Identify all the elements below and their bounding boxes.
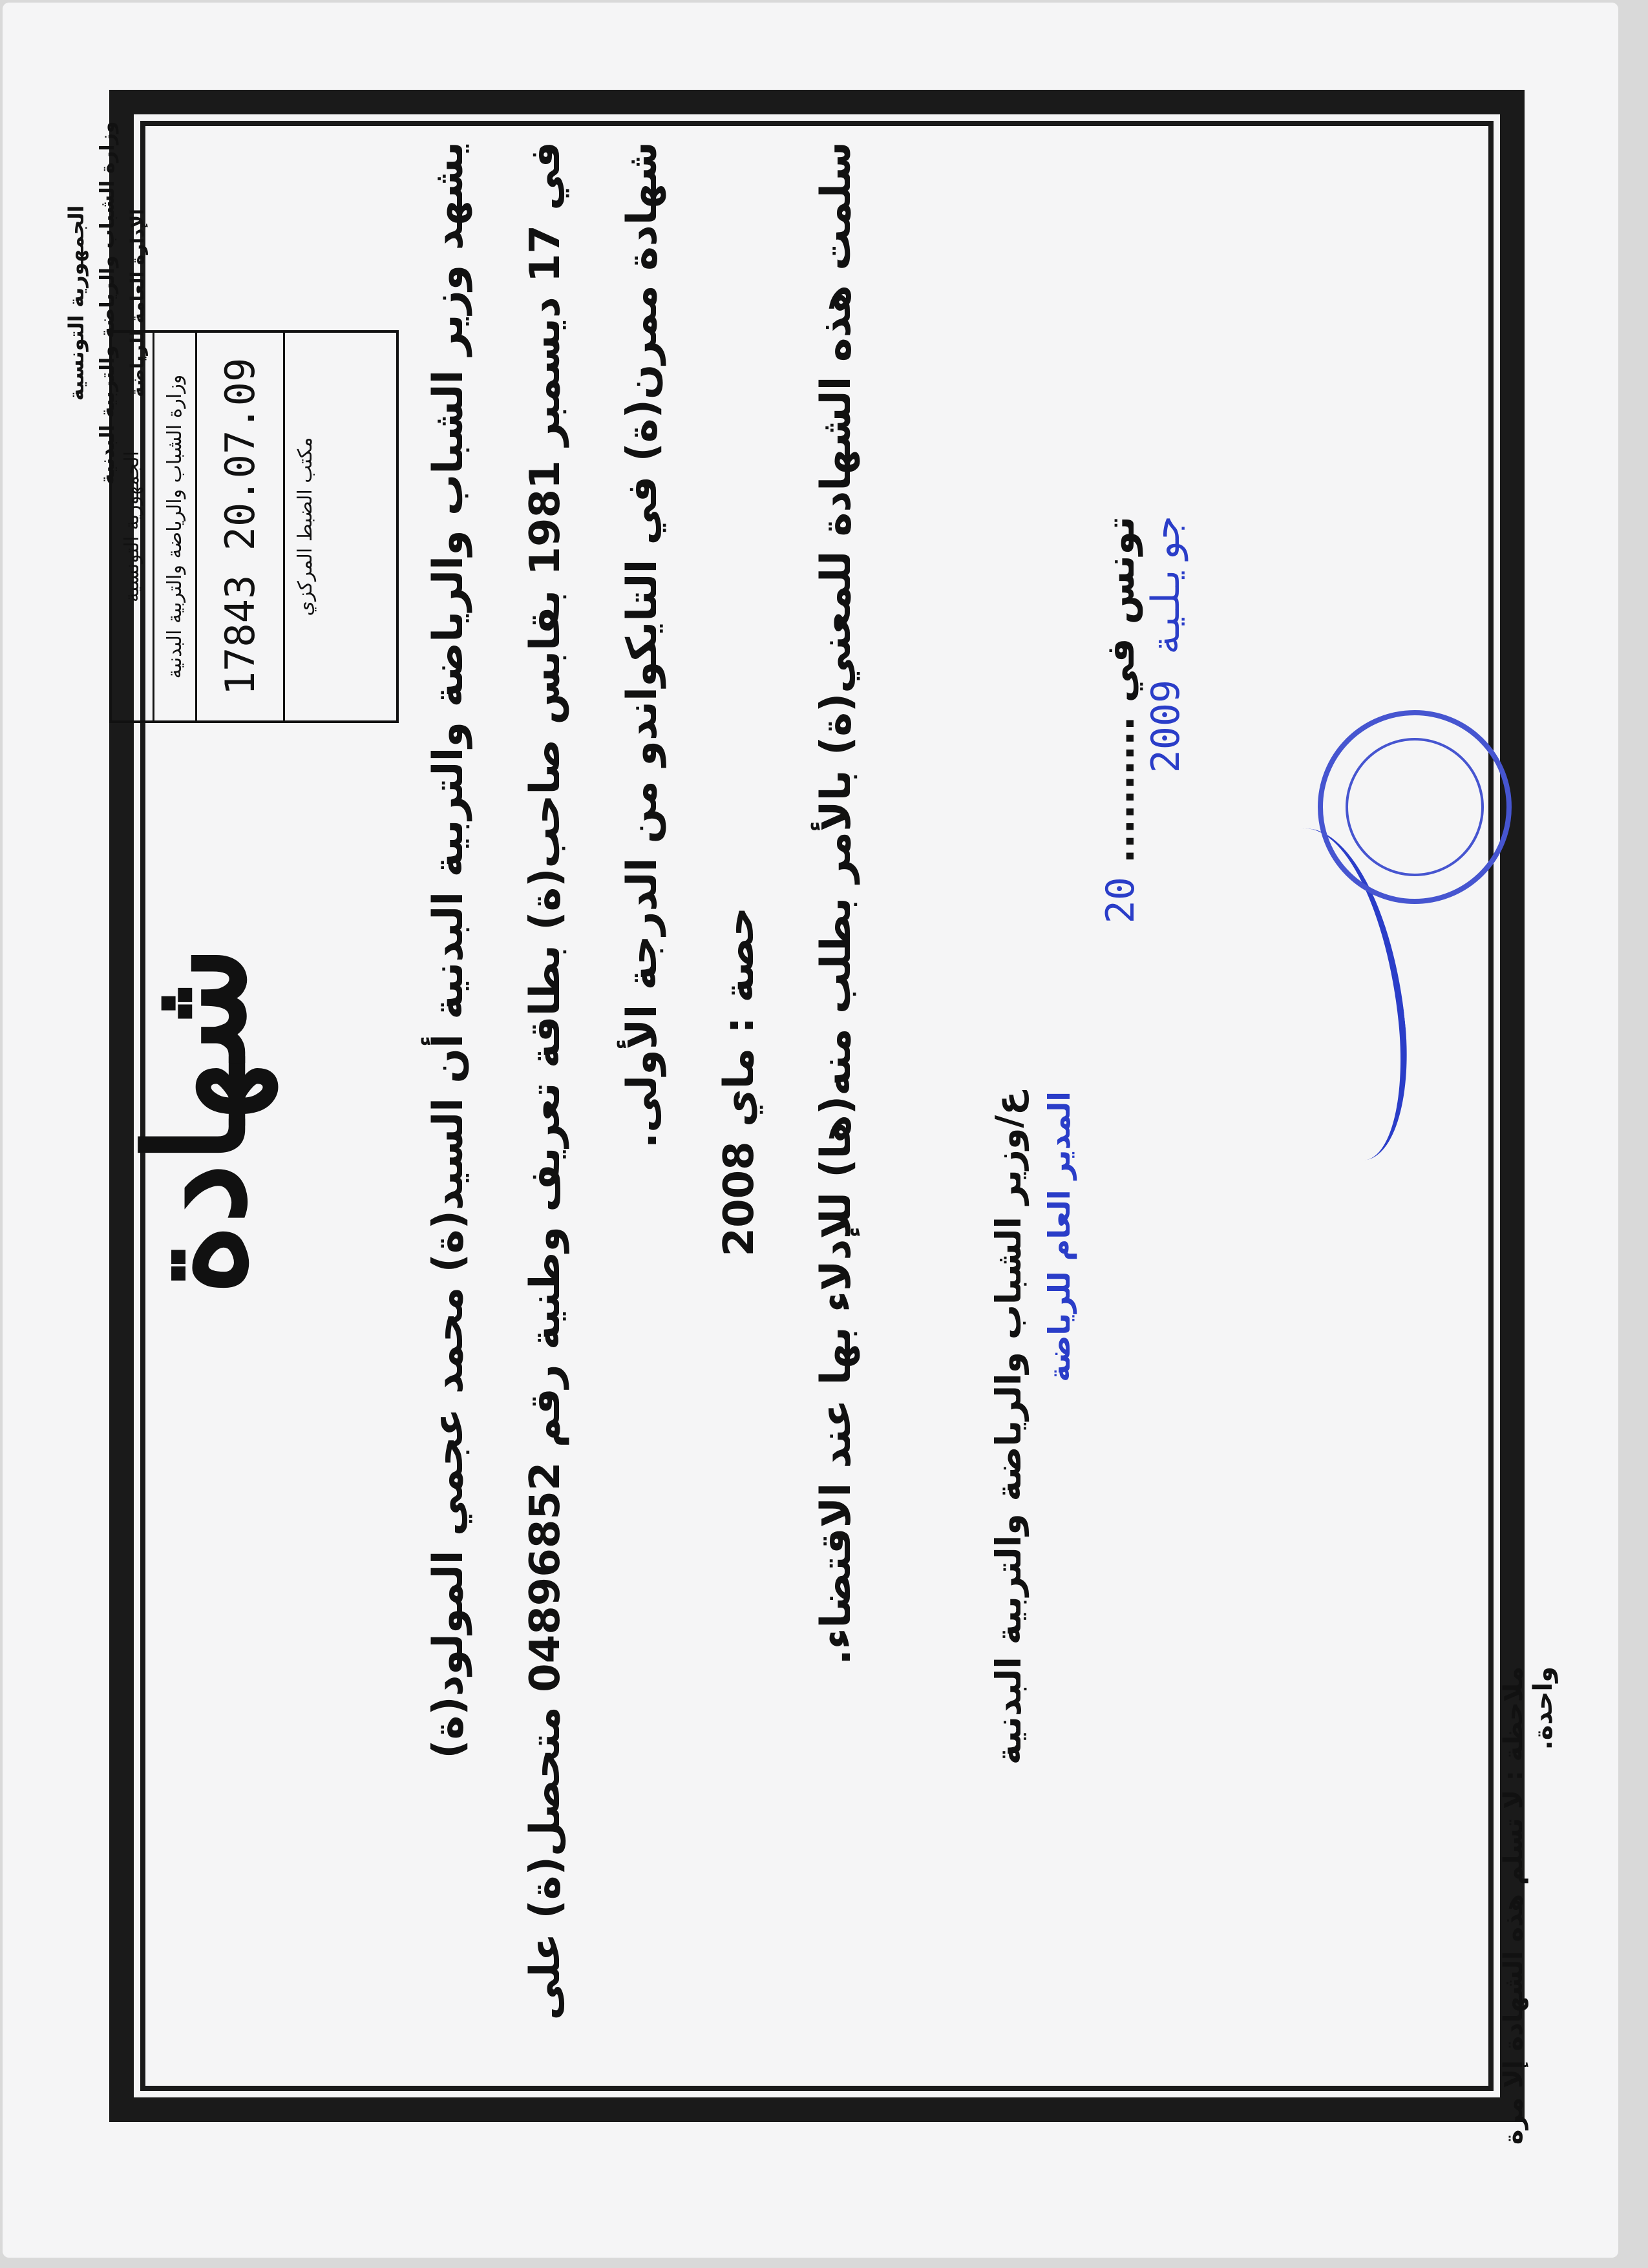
ministry-name: وزارة الشباب والرياضة والتربية البدنية xyxy=(96,121,119,485)
directorate-name: الإدارة العامة للرياضة xyxy=(127,209,148,397)
body-line-1: يشهد وزير الشباب والرياضة والتربية البدنية أن السيد(ة) محمد عجمي المولود(ة) xyxy=(425,142,472,1759)
body-line-2: في 17 ديسمبر 1981 بقابس صاحب(ة) بطاقة تعريف وطنية رقم 04896852 متحصل(ة) على xyxy=(522,142,569,2021)
session-line: حصة : ماي 2008 xyxy=(715,907,763,1257)
signatory-title: ع/وزير الشباب والرياضة والتربية البدنية xyxy=(988,1091,1029,1765)
official-seal-icon xyxy=(1318,710,1512,904)
body-line-3: شهادة ممرن(ة) في التايكواندو من الدرجة الأولى. xyxy=(618,142,666,1149)
registry-stamp-line1: الجمهورية التونسية xyxy=(112,333,154,720)
issue-date: تونس في .......... 20 جويلية 2009 xyxy=(1098,516,1188,924)
body-line-4: سلمت هذه الشهادة للمعني(ة) بالأمر بطلب منه(ها) للإدلاء بها عند الاقتضاء. xyxy=(812,142,860,1665)
certificate-title: شهادة xyxy=(116,945,275,1296)
signatory-block xyxy=(988,1091,1077,1996)
registry-stamp-line2: وزارة الشباب والرياضة والتربية البدنية xyxy=(154,333,197,720)
country-name: الجمهورية التونسية xyxy=(64,205,89,401)
signatory-name: المدير العام للرياضة xyxy=(1042,1091,1077,1382)
date-prefix: تونس في xyxy=(1098,516,1143,703)
certificate-sheet xyxy=(3,3,1618,2258)
registry-stamp xyxy=(109,330,399,723)
footnote: ملاحظة : لا تسلم هذه الشهادة إلا مرة واحدة. xyxy=(1499,1666,1558,2145)
registry-number-date: 17843 20.07.09 xyxy=(197,333,285,720)
certificate-body xyxy=(400,142,885,2022)
registry-office: مكتب الضبط المركزي xyxy=(294,437,317,616)
certificate-content xyxy=(38,77,1609,2164)
date-handwritten: 20 جويلية 2009 xyxy=(1098,516,1188,924)
